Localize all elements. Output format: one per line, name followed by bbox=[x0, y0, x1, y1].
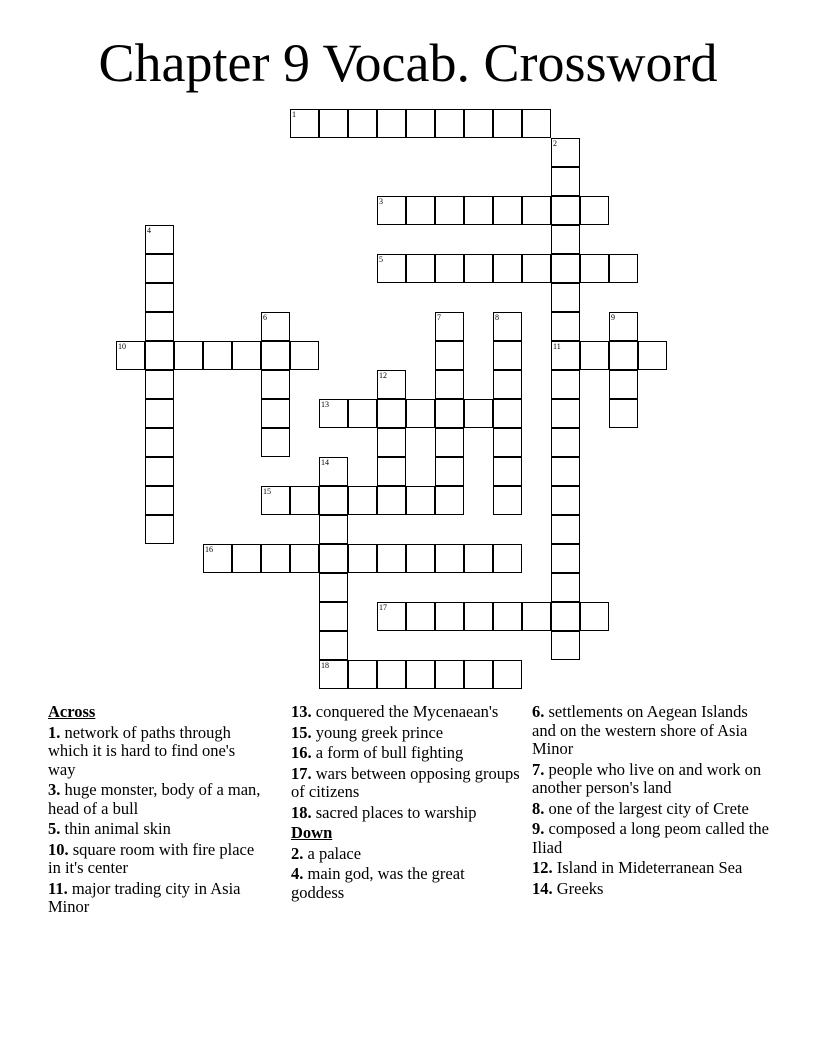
grid-cell[interactable] bbox=[261, 341, 290, 370]
grid-cell[interactable] bbox=[348, 399, 377, 428]
grid-cell[interactable] bbox=[203, 544, 232, 573]
clue-number: 4. bbox=[291, 864, 304, 883]
cell-number: 7 bbox=[437, 313, 441, 322]
clue-number: 15. bbox=[291, 722, 312, 742]
grid-cell[interactable] bbox=[580, 341, 609, 370]
grid-cell[interactable] bbox=[464, 602, 493, 631]
grid-cell[interactable] bbox=[319, 515, 348, 544]
grid-cell[interactable] bbox=[261, 399, 290, 428]
grid-cell[interactable] bbox=[290, 109, 319, 138]
clue-number: 3. bbox=[48, 780, 61, 799]
grid-cell[interactable] bbox=[406, 660, 435, 689]
clue-number: 18. bbox=[291, 802, 312, 822]
grid-cell[interactable] bbox=[435, 486, 464, 515]
grid-cell[interactable] bbox=[290, 341, 319, 370]
grid-cell[interactable] bbox=[493, 457, 522, 486]
grid-cell[interactable] bbox=[435, 312, 464, 341]
grid-cell[interactable] bbox=[435, 544, 464, 573]
grid-cell[interactable] bbox=[319, 602, 348, 631]
grid-cell[interactable] bbox=[377, 196, 406, 225]
grid-cell[interactable] bbox=[290, 486, 319, 515]
grid-cell[interactable] bbox=[406, 399, 435, 428]
grid-cell[interactable] bbox=[145, 399, 174, 428]
clue-across-3 bbox=[48, 781, 263, 818]
cell-number: 15 bbox=[263, 487, 271, 496]
clue-text: major trading city in Asia Minor bbox=[48, 878, 241, 916]
clue-number: 7. bbox=[532, 759, 545, 779]
cell-number: 17 bbox=[379, 603, 387, 612]
grid-cell[interactable] bbox=[348, 660, 377, 689]
clue-text: Island in Mideterranean Sea bbox=[556, 858, 743, 877]
grid-cell[interactable] bbox=[145, 486, 174, 515]
grid-cell[interactable] bbox=[522, 109, 551, 138]
clue-number: 2. bbox=[291, 843, 304, 863]
cell-number: 2 bbox=[553, 139, 557, 148]
grid-cell[interactable] bbox=[493, 660, 522, 689]
grid-cell[interactable] bbox=[580, 196, 609, 225]
grid-cell[interactable] bbox=[551, 602, 580, 631]
grid-cell[interactable] bbox=[493, 428, 522, 457]
grid-cell[interactable] bbox=[116, 341, 145, 370]
grid-cell[interactable] bbox=[319, 457, 348, 486]
grid-cell[interactable] bbox=[145, 283, 174, 312]
clue-text: main god, was the great goddess bbox=[291, 864, 465, 902]
clue-number: 10. bbox=[48, 839, 69, 859]
grid-cell[interactable] bbox=[174, 341, 203, 370]
grid-cell[interactable] bbox=[145, 428, 174, 457]
grid-cell[interactable] bbox=[261, 312, 290, 341]
clue-text: composed a long peom called the Iliad bbox=[532, 819, 769, 857]
grid-cell[interactable] bbox=[551, 370, 580, 399]
grid-cell[interactable] bbox=[464, 544, 493, 573]
grid-cell[interactable] bbox=[609, 370, 638, 399]
grid-cell[interactable] bbox=[493, 254, 522, 283]
grid-cell[interactable] bbox=[435, 109, 464, 138]
grid-cell[interactable] bbox=[377, 457, 406, 486]
clue-text: a form of bull fighting bbox=[315, 743, 464, 762]
cell-number: 5 bbox=[379, 255, 383, 264]
grid-cell[interactable] bbox=[406, 196, 435, 225]
grid-cell[interactable] bbox=[609, 399, 638, 428]
grid-cell[interactable] bbox=[406, 254, 435, 283]
grid-cell[interactable] bbox=[551, 631, 580, 660]
grid-cell[interactable] bbox=[551, 196, 580, 225]
grid-cell[interactable] bbox=[493, 109, 522, 138]
clue-number: 16. bbox=[291, 743, 312, 762]
cell-number: 10 bbox=[118, 342, 126, 351]
grid-cell[interactable] bbox=[435, 254, 464, 283]
grid-cell[interactable] bbox=[406, 544, 435, 573]
clue-text: huge monster, body of a man, head of a bull bbox=[48, 780, 261, 818]
grid-cell[interactable] bbox=[493, 341, 522, 370]
clue-text: one of the largest city of Crete bbox=[548, 798, 749, 818]
cell-number: 3 bbox=[379, 197, 383, 206]
grid-cell[interactable] bbox=[435, 457, 464, 486]
grid-cell[interactable] bbox=[609, 341, 638, 370]
grid-cell[interactable] bbox=[261, 544, 290, 573]
grid-cell[interactable] bbox=[493, 486, 522, 515]
grid-cell[interactable] bbox=[435, 370, 464, 399]
clue-text: thin animal skin bbox=[64, 819, 171, 838]
grid-cell[interactable] bbox=[406, 602, 435, 631]
clue-text: young greek prince bbox=[315, 722, 444, 742]
cell-number: 18 bbox=[321, 661, 329, 670]
grid-cell[interactable] bbox=[522, 196, 551, 225]
grid-cell[interactable] bbox=[319, 109, 348, 138]
clue-down-9 bbox=[532, 820, 772, 857]
grid-cell[interactable] bbox=[551, 486, 580, 515]
cell-number: 1 bbox=[292, 110, 296, 119]
clue-down-4 bbox=[291, 865, 521, 902]
cell-number: 8 bbox=[495, 313, 499, 322]
grid-cell[interactable] bbox=[464, 660, 493, 689]
grid-cell[interactable] bbox=[261, 486, 290, 515]
clue-down-7 bbox=[532, 761, 772, 798]
grid-cell[interactable] bbox=[493, 544, 522, 573]
grid-cell[interactable] bbox=[377, 486, 406, 515]
cell-number: 12 bbox=[379, 371, 387, 380]
grid-cell[interactable] bbox=[319, 573, 348, 602]
grid-cell[interactable] bbox=[551, 544, 580, 573]
clue-number: 8. bbox=[532, 798, 545, 818]
clue-number: 6. bbox=[532, 702, 545, 721]
grid-cell[interactable] bbox=[377, 370, 406, 399]
clue-across-11 bbox=[48, 880, 263, 917]
grid-cell[interactable] bbox=[145, 341, 174, 370]
clue-text: square room with fire place in it's center bbox=[48, 839, 255, 877]
clue-number: 12. bbox=[532, 858, 553, 877]
grid-cell[interactable] bbox=[406, 486, 435, 515]
grid-cell[interactable] bbox=[290, 544, 319, 573]
grid-cell[interactable] bbox=[551, 225, 580, 254]
grid-cell[interactable] bbox=[522, 254, 551, 283]
cell-number: 4 bbox=[147, 226, 151, 235]
clue-text: conquered the Mycenaean's bbox=[315, 702, 499, 721]
grid-cell[interactable] bbox=[319, 399, 348, 428]
grid-cell[interactable] bbox=[319, 486, 348, 515]
grid-cell[interactable] bbox=[609, 254, 638, 283]
clue-across-5 bbox=[48, 820, 263, 839]
grid-cell[interactable] bbox=[580, 254, 609, 283]
grid-cell[interactable] bbox=[464, 399, 493, 428]
clue-text: a palace bbox=[307, 843, 362, 863]
grid-cell[interactable] bbox=[551, 515, 580, 544]
clue-down-6 bbox=[532, 703, 772, 759]
grid-cell[interactable] bbox=[493, 312, 522, 341]
grid-cell[interactable] bbox=[551, 341, 580, 370]
grid-cell[interactable] bbox=[319, 660, 348, 689]
grid-cell[interactable] bbox=[435, 602, 464, 631]
cell-number: 11 bbox=[553, 342, 561, 351]
grid-cell[interactable] bbox=[348, 544, 377, 573]
clue-across-1 bbox=[48, 724, 263, 780]
grid-cell[interactable] bbox=[493, 196, 522, 225]
grid-cell[interactable] bbox=[145, 457, 174, 486]
clue-text: network of paths through which it is hard to find one's way bbox=[48, 722, 236, 779]
clue-number: 13. bbox=[291, 702, 312, 721]
grid-cell[interactable] bbox=[551, 399, 580, 428]
grid-cell[interactable] bbox=[551, 573, 580, 602]
grid-cell[interactable] bbox=[261, 370, 290, 399]
grid-cell[interactable] bbox=[145, 225, 174, 254]
clue-down-14 bbox=[532, 880, 772, 899]
grid-cell[interactable] bbox=[435, 660, 464, 689]
grid-cell[interactable] bbox=[319, 544, 348, 573]
clue-number: 9. bbox=[532, 819, 545, 838]
grid-cell[interactable] bbox=[145, 312, 174, 341]
down-heading: Down bbox=[291, 823, 333, 842]
clue-across-15 bbox=[291, 724, 521, 743]
grid-cell[interactable] bbox=[609, 312, 638, 341]
clues-column-2 bbox=[291, 703, 521, 904]
clue-down-12 bbox=[532, 859, 772, 878]
clue-text: wars between opposing groups of citizens bbox=[291, 763, 520, 801]
grid-cell[interactable] bbox=[551, 312, 580, 341]
grid-cell[interactable] bbox=[232, 544, 261, 573]
grid-cell[interactable] bbox=[551, 138, 580, 167]
grid-cell[interactable] bbox=[377, 660, 406, 689]
grid-cell[interactable] bbox=[377, 399, 406, 428]
grid-cell[interactable] bbox=[406, 109, 435, 138]
grid-cell[interactable] bbox=[493, 370, 522, 399]
clue-text: sacred places to warship bbox=[315, 802, 477, 822]
grid-cell[interactable] bbox=[377, 602, 406, 631]
clue-number: 5. bbox=[48, 819, 61, 838]
grid-cell[interactable] bbox=[638, 341, 667, 370]
clue-across-17 bbox=[291, 765, 521, 802]
grid-cell[interactable] bbox=[551, 167, 580, 196]
grid-cell[interactable] bbox=[464, 196, 493, 225]
clue-number: 17. bbox=[291, 763, 312, 783]
grid-cell[interactable] bbox=[580, 602, 609, 631]
clue-text: Greeks bbox=[556, 878, 604, 898]
grid-cell[interactable] bbox=[203, 341, 232, 370]
grid-cell[interactable] bbox=[493, 399, 522, 428]
grid-cell[interactable] bbox=[551, 428, 580, 457]
grid-cell[interactable] bbox=[261, 428, 290, 457]
grid-cell[interactable] bbox=[377, 109, 406, 138]
clue-across-10 bbox=[48, 841, 263, 878]
clue-text: people who live on and work on another person's land bbox=[532, 759, 762, 797]
grid-cell[interactable] bbox=[145, 515, 174, 544]
clue-number: 14. bbox=[532, 878, 553, 898]
grid-cell[interactable] bbox=[377, 544, 406, 573]
grid-cell[interactable] bbox=[377, 254, 406, 283]
cell-number: 13 bbox=[321, 400, 329, 409]
clue-number: 11. bbox=[48, 878, 68, 898]
cell-number: 6 bbox=[263, 313, 267, 322]
grid-cell[interactable] bbox=[348, 109, 377, 138]
grid-cell[interactable] bbox=[551, 283, 580, 312]
grid-cell[interactable] bbox=[551, 254, 580, 283]
cell-number: 14 bbox=[321, 458, 329, 467]
grid-cell[interactable] bbox=[522, 602, 551, 631]
grid-cell[interactable] bbox=[435, 399, 464, 428]
clue-across-16 bbox=[291, 744, 521, 763]
clue-across-18 bbox=[291, 804, 521, 823]
grid-cell[interactable] bbox=[464, 254, 493, 283]
grid-cell[interactable] bbox=[348, 486, 377, 515]
grid-cell[interactable] bbox=[232, 341, 261, 370]
clues-column-1 bbox=[48, 703, 263, 919]
grid-cell[interactable] bbox=[551, 457, 580, 486]
grid-cell[interactable] bbox=[493, 602, 522, 631]
grid-cell[interactable] bbox=[435, 196, 464, 225]
clue-number: 1. bbox=[48, 722, 61, 742]
cell-number: 9 bbox=[611, 313, 615, 322]
grid-cell[interactable] bbox=[435, 341, 464, 370]
grid-cell[interactable] bbox=[377, 428, 406, 457]
clue-text: settlements on Aegean Islands and on the western shore of Asia Minor bbox=[532, 702, 748, 758]
grid-cell[interactable] bbox=[145, 254, 174, 283]
clues-column-3 bbox=[532, 703, 772, 900]
clue-across-13 bbox=[291, 703, 521, 722]
clue-down-8 bbox=[532, 800, 772, 819]
clue-down-2 bbox=[291, 845, 521, 864]
grid-cell[interactable] bbox=[319, 631, 348, 660]
grid-cell[interactable] bbox=[145, 370, 174, 399]
grid-cell[interactable] bbox=[435, 428, 464, 457]
cell-number: 16 bbox=[205, 545, 213, 554]
across-heading: Across bbox=[48, 702, 96, 721]
grid-cell[interactable] bbox=[464, 109, 493, 138]
page-title: Chapter 9 Vocab. Crossword bbox=[98, 33, 718, 93]
